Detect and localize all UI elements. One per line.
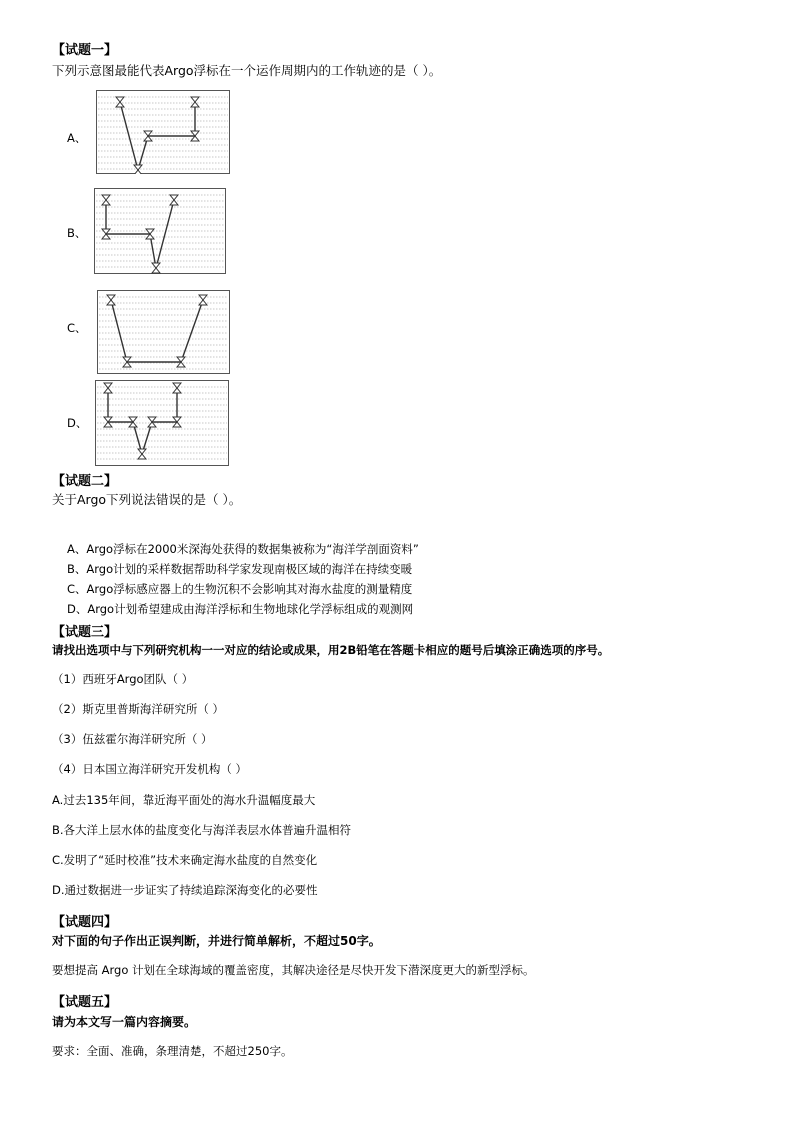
q2-heading: 【试题二】 <box>52 474 118 489</box>
q5-instruction: 请为本文写一篇内容摘要。 <box>52 1015 197 1029</box>
q3-item-1: （1）西班牙Argo团队（ ） <box>52 672 194 686</box>
q3-choice-d: D.通过数据进一步证实了持续追踪深海变化的必要性 <box>52 883 318 897</box>
q3-choice-c: C.发明了“延时校准”技术来确定海水盐度的自然变化 <box>52 853 318 867</box>
q1-diagram-b <box>94 188 226 274</box>
q2-option-b: B、Argo计划的采样数据帮助科学家发现南极区域的海洋在持续变暖 <box>67 562 413 576</box>
q1-option-b-label: B、 <box>67 226 87 240</box>
q3-heading: 【试题三】 <box>52 625 118 640</box>
q3-item-3: （3）伍兹霍尔海洋研究所（ ） <box>52 732 213 746</box>
q3-item-4: （4）日本国立海洋研究开发机构（ ） <box>52 762 247 776</box>
q2-option-c: C、Argo浮标感应器上的生物沉积不会影响其对海水盐度的测量精度 <box>67 582 413 596</box>
q1-option-a-label: A、 <box>67 131 87 145</box>
q1-diagram-c <box>97 290 230 374</box>
q4-heading: 【试题四】 <box>52 915 118 930</box>
q4-sentence: 要想提高 Argo 计划在全球海域的覆盖密度，其解决途径是尽快开发下潜深度更大的新型浮标。 <box>52 963 535 977</box>
q5-requirement: 要求：全面、准确，条理清楚，不超过250字。 <box>52 1044 293 1058</box>
q1-diagram-d <box>95 380 229 466</box>
q2-option-d: D、Argo计划希望建成由海洋浮标和生物地球化学浮标组成的观测网 <box>67 602 414 616</box>
q1-question: 下列示意图最能代表Argo浮标在一个运作周期内的工作轨迹的是（ ）。 <box>52 63 442 78</box>
q2-option-a: A、Argo浮标在2000米深海处获得的数据集被称为“海洋学剖面资料” <box>67 542 419 556</box>
q1-heading: 【试题一】 <box>52 43 118 58</box>
q3-instruction: 请找出选项中与下列研究机构一一对应的结论或成果，用2B铅笔在答题卡相应的题号后填涂正确选项的序号。 <box>52 643 610 657</box>
q1-option-d-label: D、 <box>67 416 88 430</box>
q3-choice-a: A.过去135年间，靠近海平面处的海水升温幅度最大 <box>52 793 316 807</box>
q2-question: 关于Argo下列说法错误的是（ ）。 <box>52 492 242 507</box>
q5-heading: 【试题五】 <box>52 995 118 1010</box>
q3-item-2: （2）斯克里普斯海洋研究所（ ） <box>52 702 224 716</box>
q1-option-c-label: C、 <box>67 321 87 335</box>
q4-instruction: 对下面的句子作出正误判断，并进行简单解析，不超过50字。 <box>52 934 381 948</box>
q1-diagram-a <box>96 90 230 174</box>
q3-choice-b: B.各大洋上层水体的盐度变化与海洋表层水体普遍升温相符 <box>52 823 352 837</box>
